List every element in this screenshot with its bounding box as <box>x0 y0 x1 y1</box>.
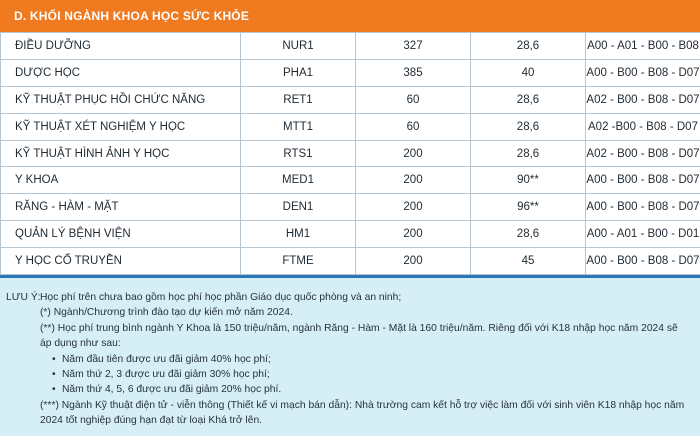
table-row <box>1 59 700 86</box>
program-combos: A02 - B00 - B08 - D07 <box>586 86 700 113</box>
table-row <box>1 140 700 167</box>
program-quota: 200 <box>356 140 471 167</box>
program-quota: 200 <box>356 194 471 221</box>
program-name: KỸ THUẬT PHỤC HỒI CHỨC NĂNG <box>1 86 241 113</box>
note-line: (**) Học phí trung bình ngành Y Khoa là 150 triệu/năm, ngành Răng - Hàm - Mặt là 160 triệu/năm. Riêng đối với K18 nhập học năm 2024 sẽ áp dụng như sau: <box>40 322 678 350</box>
notes-body <box>40 290 690 429</box>
note-line: Học phí trên chưa bao gồm học phí học phần Giáo dục quốc phòng và an ninh; <box>40 292 402 303</box>
program-fee: 28,6 <box>471 33 586 60</box>
table-row <box>1 221 700 248</box>
notes-label: LƯU Ý: <box>6 292 41 303</box>
program-quota: 385 <box>356 59 471 86</box>
program-combos: A00 - B00 - B08 - D07 <box>586 248 700 275</box>
table-row <box>1 248 700 275</box>
program-name: RĂNG - HÀM - MẶT <box>1 194 241 221</box>
program-code: FTME <box>241 248 356 275</box>
program-code: MED1 <box>241 167 356 194</box>
program-combos: A00 - B00 - B08 - D07 <box>586 59 700 86</box>
program-combos: A00 - A01 - B00 - D01 <box>586 221 700 248</box>
program-code: PHA1 <box>241 59 356 86</box>
program-name: QUẢN LÝ BỆNH VIỆN <box>1 221 241 248</box>
program-fee: 40 <box>471 59 586 86</box>
program-code: DEN1 <box>241 194 356 221</box>
program-quota: 200 <box>356 221 471 248</box>
table-row <box>1 86 700 113</box>
program-quota: 327 <box>356 33 471 60</box>
discount-list <box>40 352 690 398</box>
program-fee: 28,6 <box>471 221 586 248</box>
program-fee: 28,6 <box>471 113 586 140</box>
note-line: (***) Ngành Kỹ thuật điện tử - viễn thông (Thiết kế vi mạch bán dẫn): Nhà trường cam kết hỗ trợ việc làm đối với sinh viên K18 nhập học năm 2024 tốt nghiệp đúng hạn đạt từ loại Khá trở lên. <box>40 399 685 427</box>
program-name: Y HỌC CỔ TRUYỀN <box>1 248 241 275</box>
program-combos: A02 - B00 - B08 - D07 <box>586 140 700 167</box>
program-quota: 60 <box>356 113 471 140</box>
program-code: MTT1 <box>241 113 356 140</box>
program-fee: 90** <box>471 167 586 194</box>
table-row <box>1 33 700 60</box>
program-quota: 60 <box>356 86 471 113</box>
program-combos: A00 - B00 - B08 - D07 <box>586 194 700 221</box>
program-quota: 200 <box>356 167 471 194</box>
program-fee: 45 <box>471 248 586 275</box>
program-name: KỸ THUẬT HÌNH ẢNH Y HỌC <box>1 140 241 167</box>
program-code: HM1 <box>241 221 356 248</box>
program-code: RET1 <box>241 86 356 113</box>
program-combos: A02 -B00 - B08 - D07 <box>586 113 700 140</box>
table-row <box>1 194 700 221</box>
discount-item: • Năm thứ 2, 3 được ưu đãi giảm 30% học phí; <box>52 367 690 382</box>
program-name: DƯỢC HỌC <box>1 59 241 86</box>
program-name: KỸ THUẬT XÉT NGHIỆM Y HỌC <box>1 113 241 140</box>
table-bottom-border <box>0 275 700 278</box>
note-line: (*) Ngành/Chương trình đào tạo dự kiến mở năm 2024. <box>40 307 293 319</box>
discount-item: • Năm thứ 4, 5, 6 được ưu đãi giảm 20% học phí. <box>52 382 690 397</box>
program-name: Y KHOA <box>1 167 241 194</box>
program-fee: 28,6 <box>471 86 586 113</box>
table-row <box>1 167 700 194</box>
programs-grid <box>0 32 700 275</box>
program-fee: 28,6 <box>471 140 586 167</box>
program-code: RTS1 <box>241 140 356 167</box>
program-combos: A00 - A01 - B00 - B08 <box>586 33 700 60</box>
section-title: D. KHỐI NGÀNH KHOA HỌC SỨC KHỎE <box>0 0 700 32</box>
program-code: NUR1 <box>241 33 356 60</box>
program-name: ĐIỀU DƯỠNG <box>1 33 241 60</box>
program-combos: A00 - B00 - B08 - D07 <box>586 167 700 194</box>
program-fee: 96** <box>471 194 586 221</box>
program-quota: 200 <box>356 248 471 275</box>
discount-item: • Năm đầu tiên được ưu đãi giảm 40% học phí; <box>52 352 690 367</box>
table-row <box>1 113 700 140</box>
